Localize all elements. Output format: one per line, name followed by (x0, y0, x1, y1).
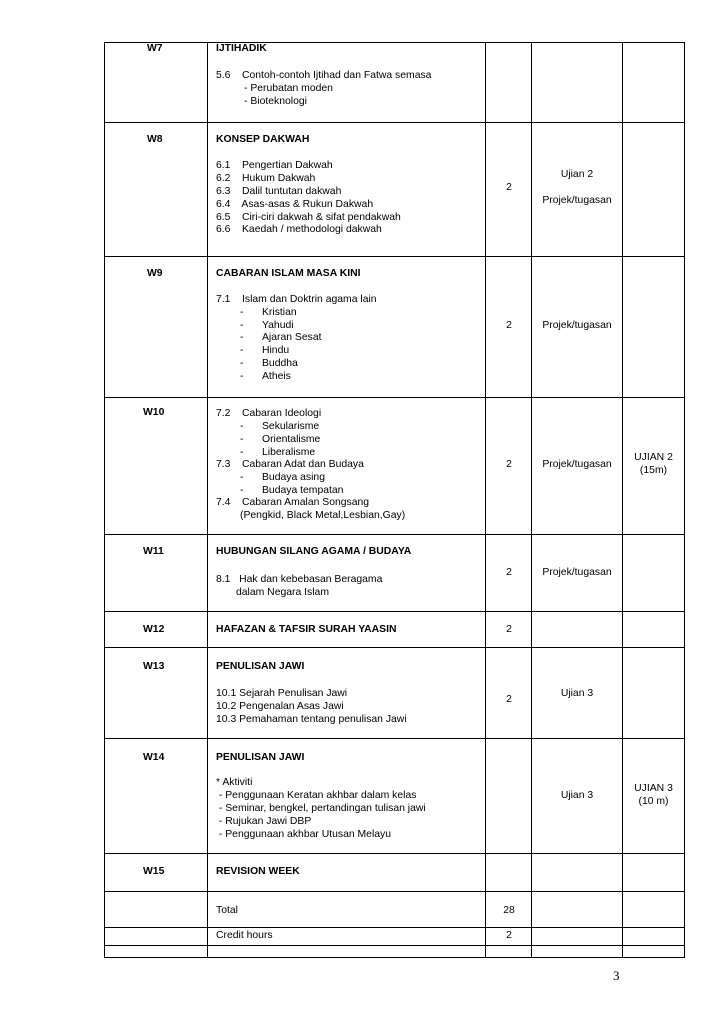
assessment-value: Ujian 3 (560, 688, 594, 699)
page-number: 3 (613, 968, 620, 983)
list-dash: - (240, 320, 244, 331)
topic-line: 8.1 Hak dan kebebasan Beragama (216, 574, 383, 585)
week-label: W11 (143, 546, 164, 557)
week-label: W13 (143, 661, 165, 672)
topic-subline: - Perubatan moden (244, 83, 333, 94)
list-dash: - (240, 485, 244, 496)
hours-value: 2 (506, 182, 512, 193)
hours-value: 2 (506, 694, 512, 705)
topic-line: 5.6 Contoh-contoh Ijtihad dan Fatwa semasa (216, 70, 432, 81)
list-item: Buddha (262, 358, 298, 369)
topic-title: IJTIHADIK (216, 43, 267, 54)
total-label: Total (216, 905, 238, 916)
list-dash: - (240, 358, 244, 369)
list-item: Kristian (262, 307, 297, 318)
topic-line: - Penggunaan Keratan akhbar dalam kelas (216, 790, 417, 801)
row-divider (104, 122, 685, 123)
row-divider (104, 891, 685, 892)
total-value: 28 (503, 905, 515, 916)
topic-line: - Seminar, bengkel, pertandingan tulisan jawi (216, 803, 426, 814)
row-divider (104, 738, 685, 739)
topic-subline: (Pengkid, Black Metal,Lesbian,Gay) (240, 510, 406, 521)
topic-line: 10.1 Sejarah Penulisan Jawi (216, 688, 348, 699)
week-label: W12 (143, 624, 165, 635)
topic-line: 7.1 Islam dan Doktrin agama lain (216, 294, 377, 305)
column-divider-test (622, 42, 623, 958)
list-dash: - (240, 332, 244, 343)
assessment-value: Ujian 3 (560, 790, 594, 801)
topic-title: PENULISAN JAWI (216, 752, 305, 763)
row-divider (104, 945, 685, 946)
list-item: Sekularisme (262, 421, 320, 432)
topic-line: 6.6 Kaedah / methodologi dakwah (216, 224, 382, 235)
assessment-value: Projek/tugasan (542, 459, 612, 470)
test-label: UJIAN 2 (634, 452, 673, 463)
test-marks: (15m) (639, 465, 668, 476)
hours-value: 2 (506, 459, 512, 470)
topic-line: 7.3 Cabaran Adat dan Budaya (216, 459, 364, 470)
credit-hours-label: Credit hours (216, 930, 273, 941)
list-item: Budaya asing (262, 472, 325, 483)
topic-line: 6.1 Pengertian Dakwah (216, 160, 333, 171)
topic-title: KONSEP DAKWAH (216, 134, 310, 145)
topic-line: 6.2 Hukum Dakwah (216, 173, 316, 184)
list-item: Ajaran Sesat (262, 332, 322, 343)
topic-line: 10.3 Pemahaman tentang penulisan Jawi (216, 714, 407, 725)
week-label: W10 (143, 407, 165, 418)
row-divider (104, 397, 685, 398)
row-divider (104, 647, 685, 648)
topic-subline: - Bioteknologi (244, 96, 307, 107)
topic-title: HAFAZAN & TAFSIR SURAH YAASIN (216, 624, 397, 635)
row-divider (104, 927, 685, 928)
row-divider (104, 957, 685, 958)
row-divider (104, 256, 685, 257)
topic-subline: dalam Negara Islam (236, 587, 329, 598)
list-dash: - (240, 447, 244, 458)
list-dash: - (240, 434, 244, 445)
topic-line: 10.2 Pengenalan Asas Jawi (216, 701, 344, 712)
hours-value: 2 (506, 567, 512, 578)
week-label: W9 (147, 268, 163, 279)
list-dash: - (240, 371, 244, 382)
list-item: Yahudi (262, 320, 294, 331)
week-label: W8 (147, 134, 163, 145)
topic-title: PENULISAN JAWI (216, 661, 305, 672)
topic-line: 6.4 Asas-asas & Rukun Dakwah (216, 199, 374, 210)
topic-line: 7.2 Cabaran Ideologi (216, 408, 322, 419)
topic-line: - Penggunaan akhbar Utusan Melayu (216, 829, 392, 840)
table-border-right (684, 42, 685, 958)
list-dash: - (240, 345, 244, 356)
hours-value: 2 (506, 320, 512, 331)
list-item: Orientalisme (262, 434, 321, 445)
table-border-left (104, 42, 105, 958)
assessment-value: Projek/tugasan (542, 195, 612, 206)
topic-title: REVISION WEEK (216, 866, 300, 877)
row-divider (104, 853, 685, 854)
week-label: W15 (143, 866, 165, 877)
column-divider-hours (485, 42, 486, 958)
row-divider (104, 534, 685, 535)
test-marks: (10 m) (638, 796, 669, 807)
row-divider (104, 611, 685, 612)
list-dash: - (240, 472, 244, 483)
test-label: UJIAN 3 (634, 783, 673, 794)
list-dash: - (240, 307, 244, 318)
topic-title: CABARAN ISLAM MASA KINI (216, 268, 361, 279)
hours-value: 2 (506, 624, 512, 635)
topic-line: 6.5 Ciri-ciri dakwah & sifat pendakwah (216, 212, 401, 223)
column-divider-topic (207, 42, 208, 958)
topic-title: HUBUNGAN SILANG AGAMA / BUDAYA (216, 546, 412, 557)
list-item: Liberalisme (262, 447, 316, 458)
list-item: Budaya tempatan (262, 485, 344, 496)
week-label: W7 (147, 43, 163, 54)
topic-line: - Rujukan Jawi DBP (216, 816, 312, 827)
list-item: Atheis (262, 371, 291, 382)
row-divider (104, 42, 685, 43)
topic-line: * Aktiviti (216, 777, 253, 788)
week-label: W14 (143, 752, 165, 763)
assessment-value: Ujian 2 (560, 169, 594, 180)
list-dash: - (240, 421, 244, 432)
assessment-value: Projek/tugasan (542, 567, 612, 578)
credit-hours-value: 2 (506, 930, 512, 941)
topic-line: 6.3 Dalil tuntutan dakwah (216, 186, 342, 197)
list-item: Hindu (262, 345, 290, 356)
topic-line: 7.4 Cabaran Amalan Songsang (216, 497, 370, 508)
assessment-value: Projek/tugasan (542, 320, 612, 331)
